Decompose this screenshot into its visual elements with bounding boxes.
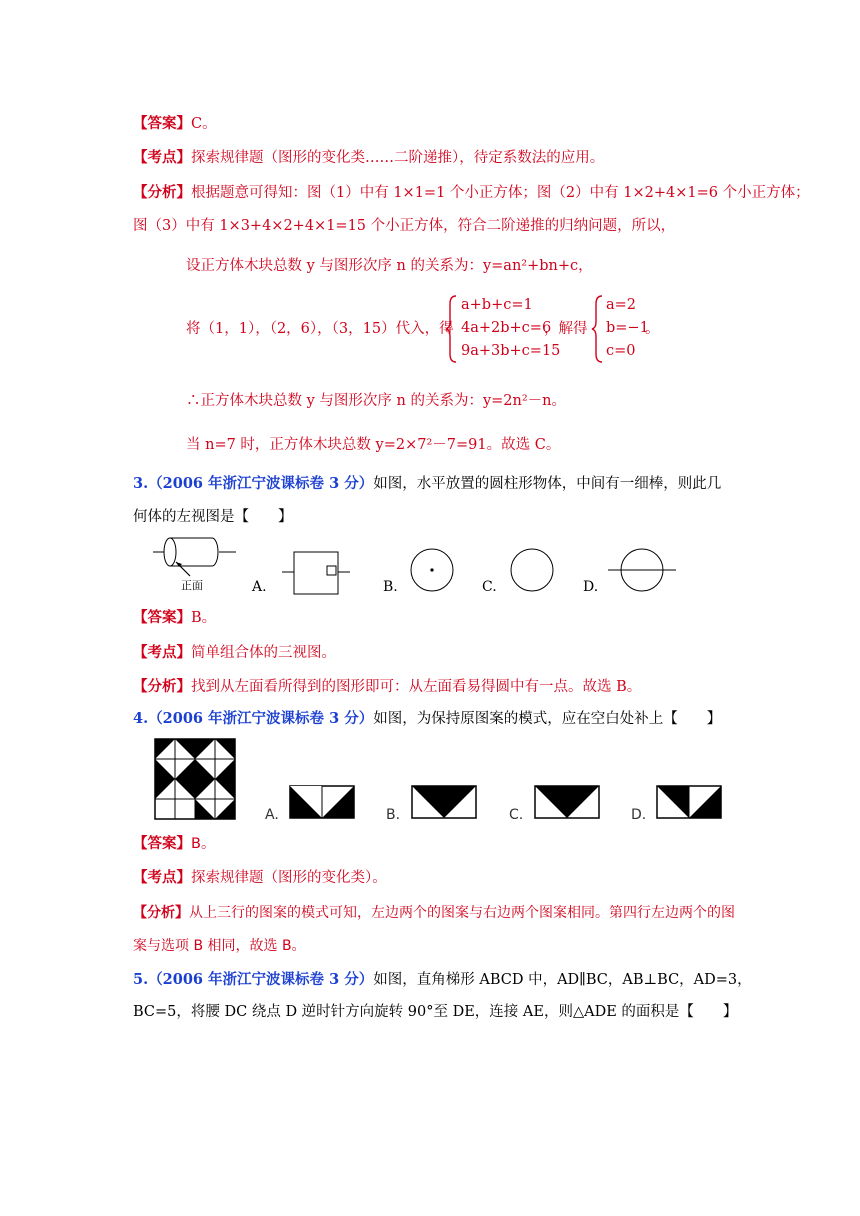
- option-d-label: D.: [631, 807, 647, 823]
- pattern-grid-figure: [155, 739, 235, 819]
- front-label: 正面: [181, 579, 203, 592]
- answer-tag: 【答案】: [133, 609, 191, 626]
- analysis-tag: 【分析】: [133, 905, 189, 921]
- period: 。: [645, 321, 660, 337]
- set-line-formula: y=an²+bn+c，: [482, 258, 593, 274]
- analysis-text: 根据题意可得知：图（1）中有 1×1=1 个小正方体；图（2）中有 1×2+4×1=6 个小正方体；: [191, 185, 810, 201]
- option-b-figure: [412, 786, 478, 820]
- analysis-text: 图（3）中有 1×3+4×2+4×1=15 个小正方体，符合二阶递推的归纳问题，所以，: [133, 218, 676, 234]
- option-a-figure: [290, 786, 356, 820]
- question-source: （2006 年浙江宁波课标卷 3 分）: [148, 475, 374, 492]
- question-text: 如图，为保持原图案的模式，应在空白处补上【 】: [373, 711, 722, 727]
- option-d-label: D.: [583, 579, 599, 595]
- q5-stem: [133, 969, 752, 991]
- system-2: [606, 294, 649, 363]
- question-source: （2006 年浙江宁波课标卷 3 分）: [148, 971, 374, 988]
- point-text: 探索规律题（图形的变化类）。: [191, 870, 387, 886]
- substitute-text: 将（1，1），（2，6），（3，15）代入，得: [186, 321, 454, 337]
- option-b-figure: [408, 546, 458, 596]
- q4-analysis-cont: 案与选项 B 相同，故选 B。: [133, 938, 306, 954]
- q2-conclusion: 当 n=7 时，正方体木块总数 y=2×7²－7=91。故选 C。: [186, 437, 561, 453]
- question-text: 如图，直角梯形 ABCD 中，AD∥BC，AB⊥BC，AD=3，: [373, 972, 752, 988]
- analysis-text: 找到从左面看所得到的图形即可：从左面看易得圆中有一点。故选 B。: [191, 679, 642, 695]
- point-text: 探索规律题（图形的变化类……二阶递推），待定系数法的应用。: [191, 150, 605, 166]
- q3-stem-cont: 何体的左视图是【 】: [133, 509, 293, 525]
- solve-text: ，解得: [544, 321, 588, 337]
- point-tag: 【考点】: [133, 870, 191, 886]
- q2-set-line: [186, 255, 593, 277]
- q2-analysis: [133, 182, 810, 204]
- option-c-label: C.: [509, 807, 524, 823]
- therefore-text: ∴正方体木块总数 y 与图形次序 n 的关系为：: [186, 393, 483, 409]
- answer-tag: 【答案】: [133, 115, 191, 132]
- option-c-figure: [508, 546, 558, 596]
- equation: b=−1: [606, 320, 649, 336]
- equation: 9a+3b+c=15: [461, 343, 561, 359]
- set-line-text: 设正方体木块总数 y 与图形次序 n 的关系为：: [186, 258, 483, 274]
- equation: c=0: [606, 343, 636, 359]
- point-tag: 【考点】: [133, 149, 191, 166]
- left-brace-icon: [446, 294, 458, 364]
- question-number: 5.: [133, 971, 149, 988]
- q3-answer: [133, 607, 216, 629]
- q3-stem: [133, 473, 721, 495]
- q4-point: [133, 867, 387, 889]
- q2-analysis-cont: [133, 215, 675, 237]
- q3-analysis: [133, 676, 641, 698]
- answer-text: C。: [191, 116, 217, 132]
- equation: a+b+c=1: [461, 297, 533, 313]
- q5-stem-cont: BC=5，将腰 DC 绕点 D 逆时针方向旋转 90°至 DE，连接 AE，则△ADE 的面积是【 】: [133, 1004, 738, 1020]
- q2-point: [133, 147, 604, 169]
- question-number: 4.: [133, 710, 149, 727]
- analysis-text: 从上三行的图案的模式可知，左边两个的图案与右边两个图案相同。第四行左边两个的图: [189, 905, 735, 921]
- q4-stem: [133, 708, 721, 730]
- answer-tag: 【答案】: [133, 835, 191, 852]
- point-tag: 【考点】: [133, 644, 191, 661]
- option-b-label: B.: [386, 807, 401, 823]
- option-a-label: A.: [252, 579, 267, 595]
- equation: a=2: [606, 297, 637, 313]
- question-number: 3.: [133, 475, 149, 492]
- q4-answer: [133, 833, 215, 855]
- question-text: 如图，水平放置的圆柱形物体，中间有一细棒，则此几: [373, 476, 722, 492]
- option-d-figure: [657, 786, 723, 820]
- q3-point: [133, 642, 336, 664]
- option-c-label: C.: [482, 579, 497, 595]
- equation: 4a+2b+c=6: [461, 320, 552, 336]
- answer-text: B。: [191, 836, 216, 852]
- option-a-label: A.: [265, 807, 279, 823]
- point-text: 简单组合体的三视图。: [191, 645, 336, 661]
- option-c-figure: [535, 786, 601, 820]
- analysis-tag: 【分析】: [133, 184, 191, 201]
- therefore-formula: y=2n²－n: [482, 393, 552, 409]
- q4-analysis: [133, 902, 735, 924]
- option-d-figure: [604, 546, 684, 596]
- option-b-label: B.: [383, 579, 398, 595]
- q2-answer: [133, 113, 217, 135]
- period: 。: [551, 393, 567, 409]
- q2-therefore: [186, 390, 566, 412]
- option-a-figure: [282, 546, 352, 596]
- question-source: （2006 年浙江宁波课标卷 3 分）: [148, 710, 374, 727]
- q2-substitute-text: [186, 318, 454, 340]
- analysis-tag: 【分析】: [133, 678, 191, 695]
- left-brace-icon: [592, 294, 604, 364]
- answer-text: B。: [191, 610, 217, 626]
